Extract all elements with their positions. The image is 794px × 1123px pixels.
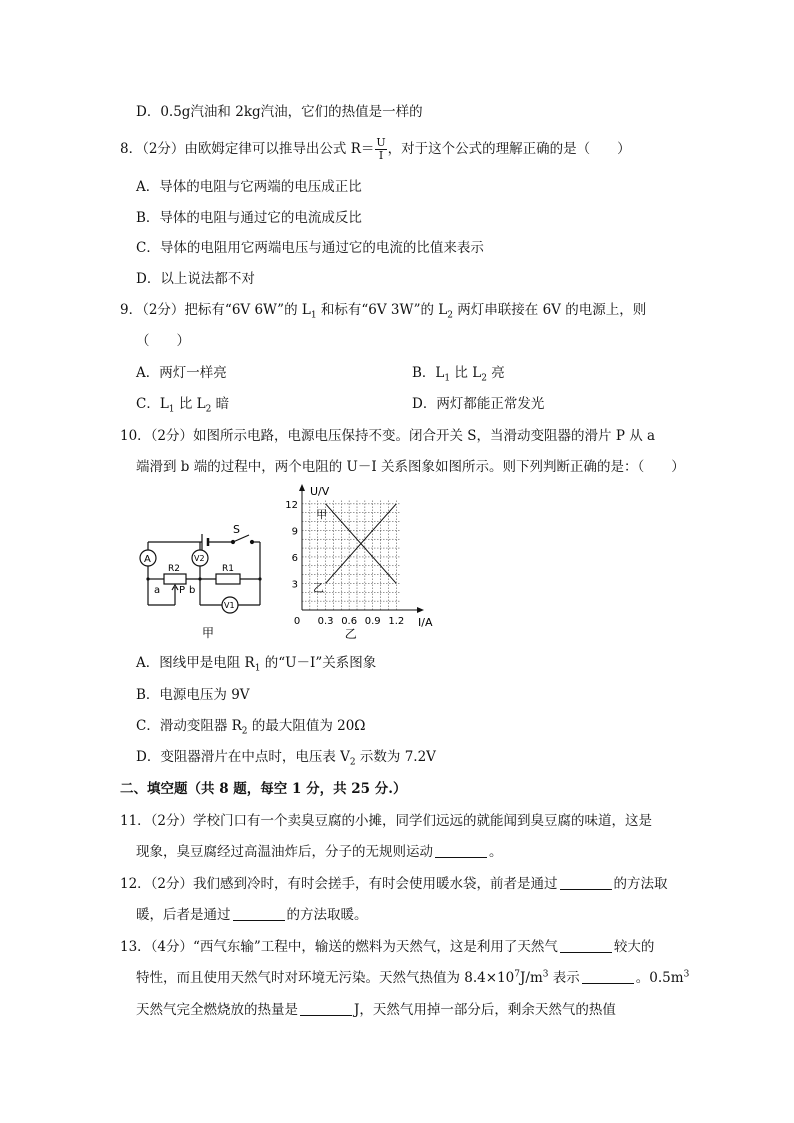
x-tick-label: 0.9 bbox=[364, 616, 381, 627]
q9-b-c: 亮 bbox=[486, 365, 505, 381]
v1-label: V1 bbox=[224, 601, 235, 610]
q13-l3b: J，天然气用掉一部分后，剩余天然气的热值 bbox=[354, 1002, 616, 1018]
q10-option-c bbox=[136, 717, 366, 735]
u-i-graph bbox=[285, 482, 445, 642]
q9-stem-line2: （ ） bbox=[136, 333, 190, 349]
q9-b-s2: 2 bbox=[481, 373, 487, 384]
x-axis-label: I/A bbox=[418, 616, 433, 629]
q12-line2 bbox=[136, 906, 368, 924]
q11-line2 bbox=[136, 843, 503, 861]
y-axis-arrow bbox=[299, 484, 305, 491]
y-axis-label: U/V bbox=[310, 485, 330, 498]
q9-sub2: 2 bbox=[447, 310, 454, 321]
q13-l3a: 天然气完全燃烧放的热量是 bbox=[136, 1002, 298, 1018]
circuit-diagram bbox=[132, 520, 272, 645]
q9-c-b: 比 L bbox=[174, 396, 206, 412]
q9-option-d: D．两灯都能正常发光 bbox=[412, 396, 545, 412]
q9-c-c: 暗 bbox=[211, 396, 230, 412]
q12-l1a: 12．（2分）我们感到冷时，有时会搓手，有时会使用暖水袋，前者是通过 bbox=[120, 876, 558, 892]
q13-blank-1[interactable] bbox=[560, 940, 612, 953]
q13-l1a: 13．（4分）“西气东输”工程中，输送的燃料为天然气，这是利用了天然气 bbox=[120, 939, 558, 955]
x-tick-label: 0 bbox=[293, 616, 301, 627]
circuit-caption: 甲 bbox=[202, 626, 215, 640]
slider-p-label: P bbox=[179, 585, 186, 596]
q10-option-a bbox=[136, 654, 376, 672]
q9-stem-b: 和标有“6V 3W”的 L bbox=[316, 302, 448, 318]
q11-l2b: 。 bbox=[489, 844, 503, 860]
r1-label: R1 bbox=[222, 564, 234, 574]
graph-caption: 乙 bbox=[344, 627, 357, 641]
y-tick-label: 12 bbox=[285, 499, 298, 511]
q7-option-d: D．0.5g汽油和 2kg汽油，它们的热值是一样的 bbox=[136, 104, 423, 120]
x-axis-arrow bbox=[417, 607, 424, 613]
terminal-b-label: b bbox=[189, 585, 196, 596]
q9-c-a: C．L bbox=[136, 396, 169, 412]
q12-blank-2[interactable] bbox=[233, 908, 285, 921]
q10-a-a: A．图线甲是电阻 R bbox=[136, 655, 255, 671]
q10-d-a: D．变阻器滑片在中点时，电压表 V bbox=[136, 749, 350, 765]
q8-stem-prefix: 8．（2分）由欧姆定律可以推导出公式 R＝ bbox=[120, 141, 375, 157]
series-label-yi: 乙 bbox=[313, 581, 324, 595]
q9-b-a: B．L bbox=[412, 365, 445, 381]
q12-l1b: 的方法取 bbox=[613, 876, 668, 892]
q11-line1: 11．（2分）学校门口有一个卖臭豆腐的小摊，同学们远远的就能闻到臭豆腐的味道，这是 bbox=[120, 813, 653, 829]
q8-option-a: A．导体的电阻与它两端的电压成正比 bbox=[136, 179, 362, 195]
q10-stem-line1: 10．（2分）如图所示电路，电源电压保持不变。闭合开关 S，当滑动变阻器的滑片 P 从 a bbox=[120, 428, 656, 444]
graph-lines bbox=[326, 504, 397, 584]
graph-labels bbox=[285, 485, 433, 641]
q13-line3 bbox=[136, 1001, 616, 1019]
q10-c-s: 2 bbox=[241, 726, 248, 737]
q13-l2b: J/m bbox=[519, 970, 543, 986]
y-tick-label: 9 bbox=[291, 526, 298, 538]
x-tick-label: 1.2 bbox=[388, 616, 405, 627]
q8-stem-suffix: ，对于这个公式的理解正确的是（ ） bbox=[387, 141, 631, 157]
q12-l2a: 暖，后者是通过 bbox=[136, 907, 231, 923]
q13-sup1: 7 bbox=[514, 969, 520, 980]
q12-blank-1[interactable] bbox=[560, 877, 612, 890]
q13-blank-3[interactable] bbox=[300, 1003, 352, 1016]
q10-c-a: C．滑动变阻器 R bbox=[136, 718, 242, 734]
r2-label: R2 bbox=[168, 564, 180, 574]
q9-b-s1: 1 bbox=[444, 373, 451, 384]
q8-fraction bbox=[375, 137, 386, 162]
q11-l2a: 现象，臭豆腐经过高温油炸后，分子的无规则运动 bbox=[136, 844, 433, 860]
q13-l2d: 。0.5m bbox=[635, 970, 684, 986]
y-tick-label: 3 bbox=[291, 579, 298, 591]
q13-sup2: 3 bbox=[542, 969, 549, 980]
q13-l1b: 较大的 bbox=[613, 939, 655, 955]
q13-sup3: 3 bbox=[683, 969, 690, 980]
q10-d-b: 示数为 7.2V bbox=[355, 749, 436, 765]
q9-sub1: 1 bbox=[310, 310, 317, 321]
switch-label: S bbox=[233, 523, 240, 536]
q8-option-d: D．以上说法都不对 bbox=[136, 271, 255, 287]
q8-stem bbox=[120, 137, 631, 162]
q10-a-s: 1 bbox=[254, 663, 261, 674]
q9-option-b bbox=[412, 364, 505, 382]
q13-blank-2[interactable] bbox=[582, 971, 634, 984]
q8-option-c: C．导体的电阻用它两端电压与通过它的电流的比值来表示 bbox=[136, 240, 484, 256]
q13-l2c: 表示 bbox=[548, 970, 580, 986]
q9-stem-c: 两灯串联接在 6V 的电源上，则 bbox=[453, 302, 647, 318]
q11-blank[interactable] bbox=[435, 845, 487, 858]
q10-d-s: 2 bbox=[349, 757, 356, 768]
q12-l2b: 的方法取暖。 bbox=[286, 907, 368, 923]
q10-a-b: 的“U－I”关系图象 bbox=[260, 655, 377, 671]
q10-option-b: B．电源电压为 9V bbox=[136, 687, 250, 703]
q10-stem-line2: 端滑到 b 端的过程中，两个电阻的 U－I 关系图象如图所示。则下列判断正确的是：（ ） bbox=[136, 459, 685, 475]
x-tick-label: 0.6 bbox=[341, 616, 358, 627]
q10-option-d bbox=[136, 748, 436, 766]
q13-l2a: 特性，而且使用天然气时对环境无污染。天然气热值为 8.4×10 bbox=[136, 970, 515, 986]
section-2-title: 二、填空题（共 8 题，每空 1 分，共 25 分.） bbox=[120, 781, 407, 797]
y-tick-label: 6 bbox=[291, 552, 298, 564]
v2-label: V2 bbox=[194, 554, 205, 563]
q9-stem bbox=[120, 301, 646, 319]
q9-option-a: A．两灯一样亮 bbox=[136, 365, 227, 381]
q10-c-b: 的最大阻值为 20Ω bbox=[247, 718, 366, 734]
q8-option-b: B．导体的电阻与通过它的电流成反比 bbox=[136, 210, 362, 226]
series-label-jia: 甲 bbox=[316, 508, 328, 521]
q8-frac-den: I bbox=[378, 149, 384, 162]
x-tick-label: 0.3 bbox=[317, 616, 334, 627]
ammeter-label: A bbox=[144, 554, 151, 565]
q13-line1 bbox=[120, 938, 654, 956]
q9-option-c bbox=[136, 395, 229, 413]
q12-line1 bbox=[120, 875, 668, 893]
q9-stem-a: 9．（2分）把标有“6V 6W”的 L bbox=[120, 302, 311, 318]
q9-b-b: 比 L bbox=[450, 365, 482, 381]
q9-c-s1: 1 bbox=[168, 404, 175, 415]
q13-line2 bbox=[136, 969, 689, 987]
q8-frac-num: U bbox=[376, 136, 386, 149]
q9-c-s2: 2 bbox=[205, 404, 212, 415]
terminal-a-label: a bbox=[154, 585, 161, 596]
